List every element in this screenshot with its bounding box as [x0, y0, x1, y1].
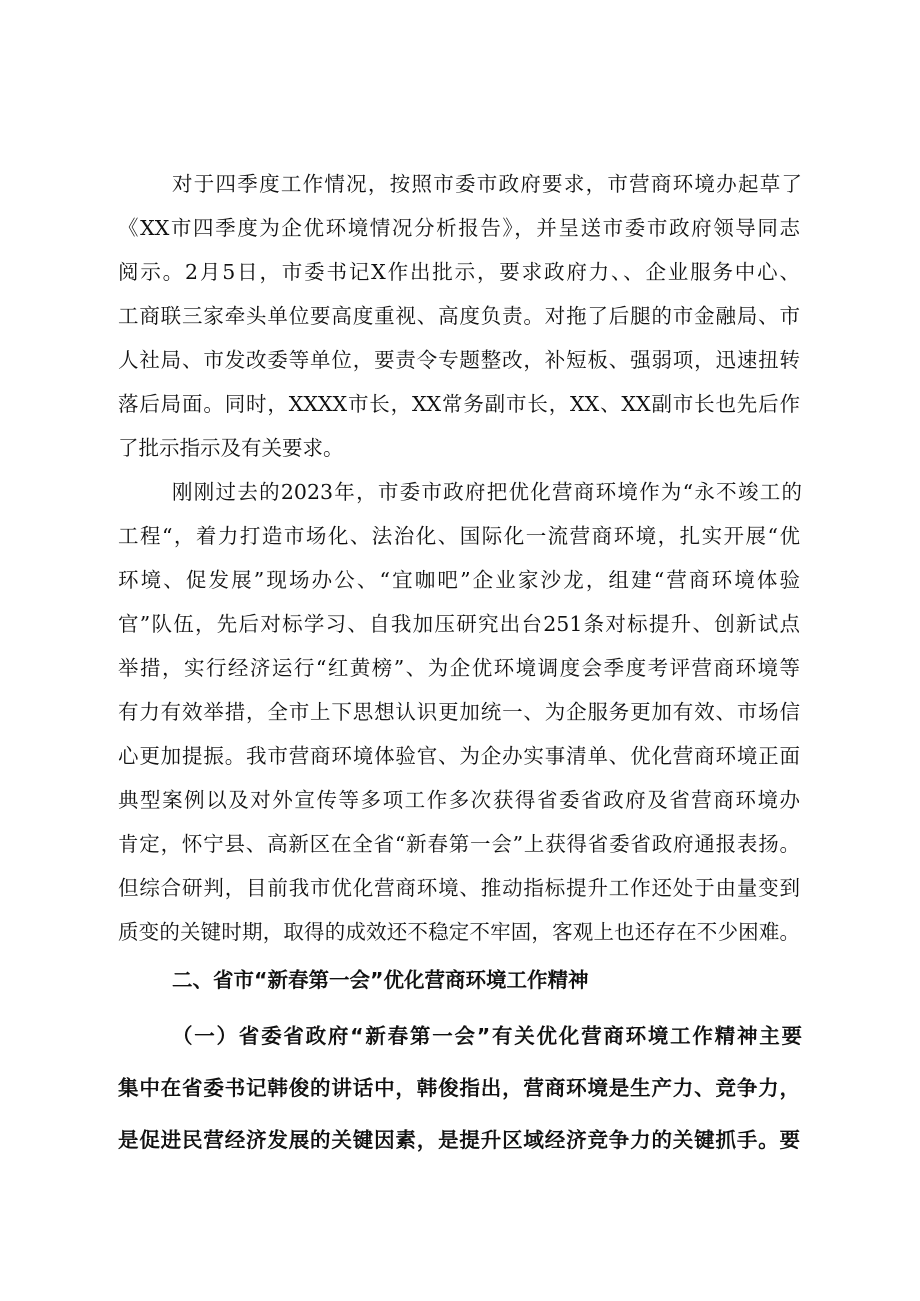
- subsection-1-line-2: 集中在省委书记韩俊的讲话中，韩俊指出，营商环境是生产力、竞争力，: [118, 1076, 800, 1100]
- paragraph-1-line-3: 阅示。2月5日，市委书记X作出批示，要求政府力、、企业服务中心、: [118, 260, 800, 284]
- paragraph-2-line-1: 刚刚过去的2023年，市委市政府把优化营商环境作为“永不竣工的: [172, 480, 802, 504]
- paragraph-2-line-9: 肯定，怀宁县、高新区在全省“新春第一会”上获得省委省政府通报表扬。: [118, 832, 800, 856]
- paragraph-1-line-6: 落后局面。同时，XXXX市长，XX常务副市长，XX、XX副市长也先后作: [118, 392, 800, 416]
- paragraph-1-line-1: 对于四季度工作情况，按照市委市政府要求，市营商环境办起草了: [172, 172, 802, 196]
- subsection-1-line-1: （一）省委省政府“新春第一会”有关优化营商环境工作精神主要: [172, 1024, 802, 1048]
- paragraph-1-line-4: 工商联三家牵头单位要高度重视、高度负责。对拖了后腿的市金融局、市: [118, 304, 800, 328]
- paragraph-1-line-7: 了批示指示及有关要求。: [118, 436, 344, 460]
- paragraph-2-line-8: 典型案例以及对外宣传等多项工作多次获得省委省政府及省营商环境办: [118, 788, 800, 812]
- paragraph-2-line-10: 但综合研判，目前我市优化营商环境、推动指标提升工作还处于由量变到: [118, 876, 800, 900]
- paragraph-2-line-4: 官”队伍，先后对标学习、自我加压研究出台251条对标提升、创新试点: [118, 612, 800, 636]
- paragraph-2-line-2: 工程“，着力打造市场化、法治化、国际化一流营商环境，扎实开展“优: [118, 524, 800, 548]
- paragraph-1-line-5: 人社局、市发改委等单位，要责令专题整改，补短板、强弱项，迅速扭转: [118, 348, 800, 372]
- paragraph-2-line-11: 质变的关键时期，取得的成效还不稳定不牢固，客观上也还存在不少困难。: [118, 920, 800, 944]
- paragraph-2-line-3: 环境、促发展”现场办公、“宜咖吧”企业家沙龙，组建“营商环境体验: [118, 568, 800, 592]
- section-heading-2: 二、省市“新春第一会”优化营商环境工作精神: [172, 968, 589, 992]
- paragraph-2-line-6: 有力有效举措，全市上下思想认识更加统一、为企服务更加有效、市场信: [118, 700, 800, 724]
- paragraph-2-line-5: 举措，实行经济运行“红黄榜”、为企优环境调度会季度考评营商环境等: [118, 656, 800, 680]
- paragraph-2-line-7: 心更加提振。我市营商环境体验官、为企办实事清单、优化营商环境正面: [118, 744, 800, 768]
- subsection-1-line-3: 是促进民营经济发展的关键因素，是提升区域经济竞争力的关键抓手。要: [118, 1128, 800, 1152]
- paragraph-1-line-2: 《XX市四季度为企优环境情况分析报告》，并呈送市委市政府领导同志: [118, 216, 800, 240]
